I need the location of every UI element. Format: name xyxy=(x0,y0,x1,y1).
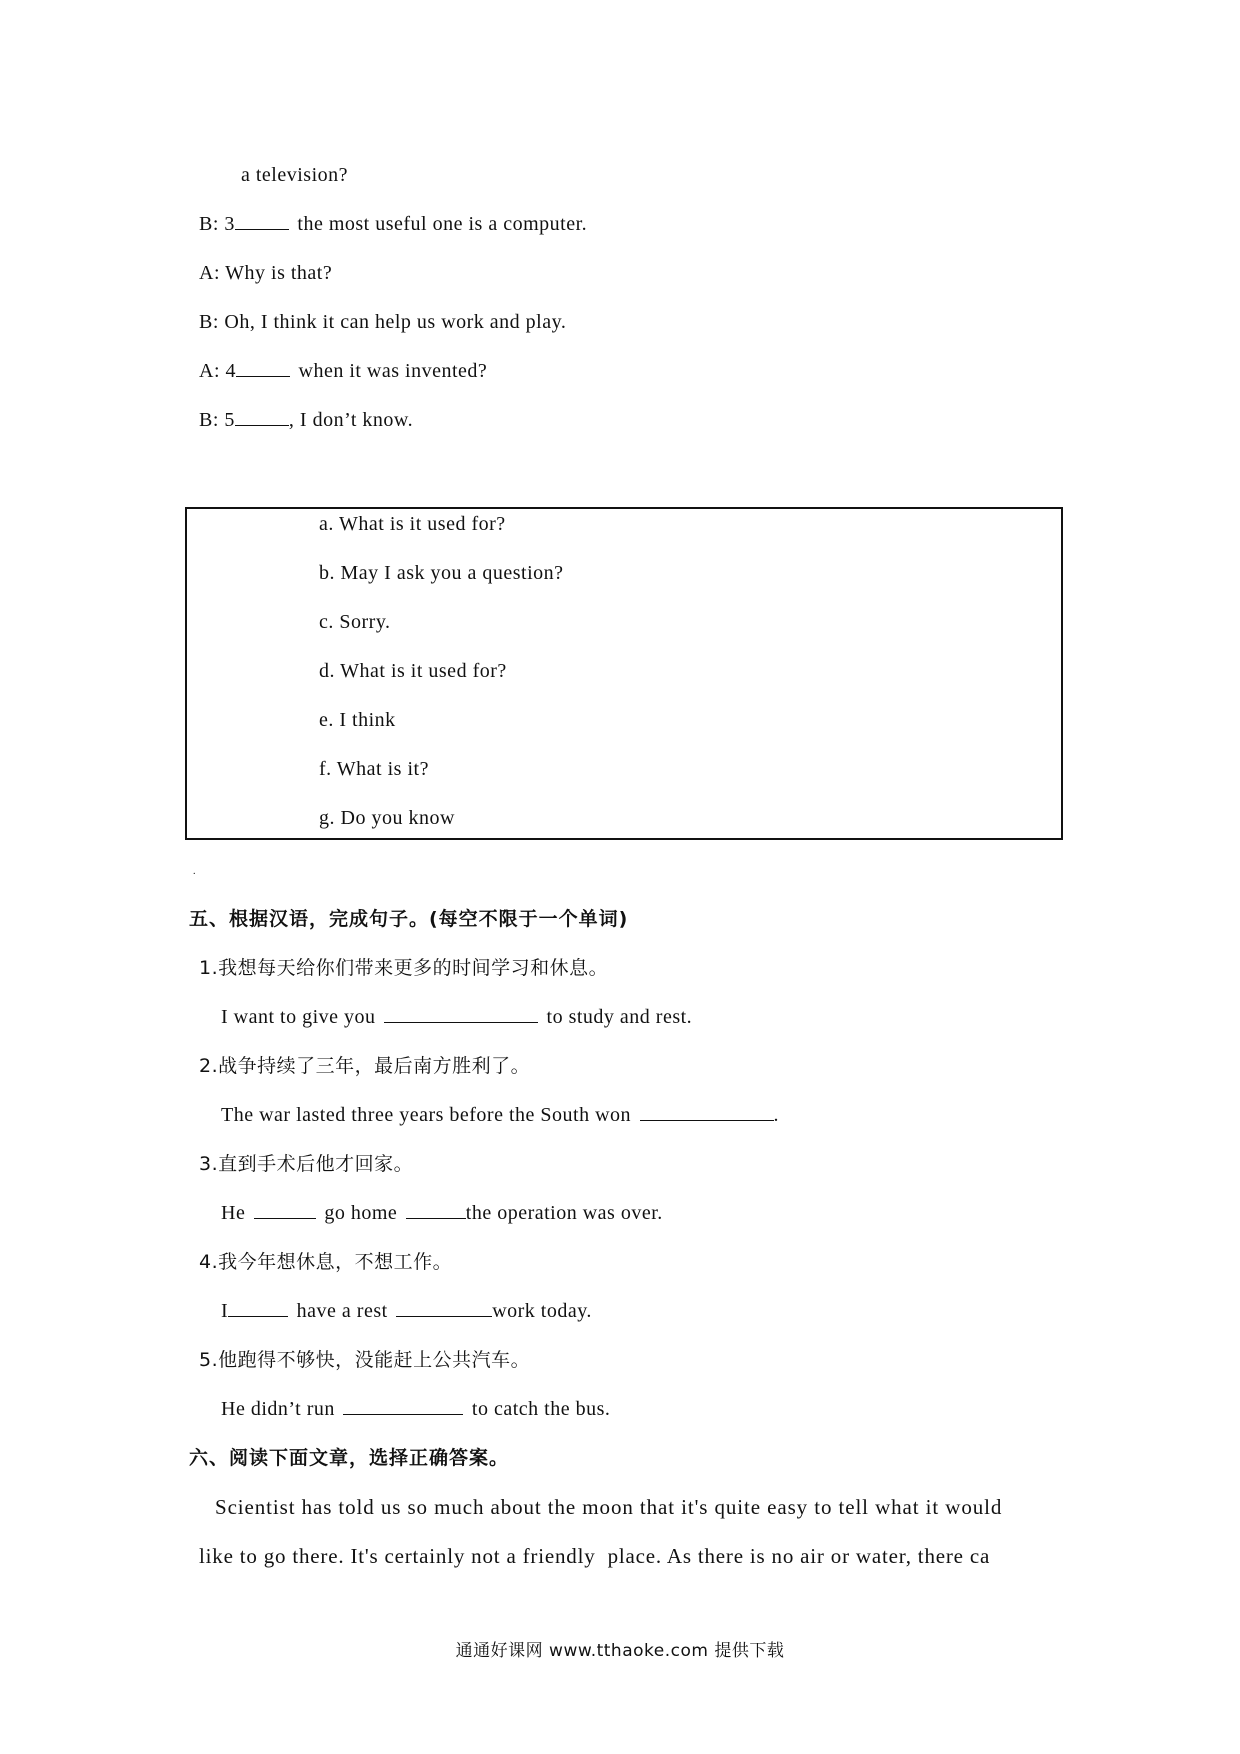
page-footer: 通通好课网 www.tthaoke.com 提供下载 xyxy=(455,1641,785,1661)
option-f: f. What is it? xyxy=(319,758,429,780)
s5-blank-3a[interactable] xyxy=(254,1200,316,1219)
option-d: d. What is it used for? xyxy=(319,660,507,682)
dialogue-line-3: A: Why is that? xyxy=(199,262,333,284)
option-a: a. What is it used for? xyxy=(319,513,506,535)
s5-item2-cn: 2.战争持续了三年，最后南方胜利了。 xyxy=(199,1055,531,1077)
dialogue-line-5: A: 4 when it was invented? xyxy=(199,360,488,382)
s5-item4-cn: 4.我今年想休息，不想工作。 xyxy=(199,1251,453,1273)
option-c: c. Sorry. xyxy=(319,611,391,633)
section5-title: 五、根据汉语，完成句子。(每空不限于一个单词) xyxy=(189,908,629,930)
s5-item1-cn: 1.我想每天给你们带来更多的时间学习和休息。 xyxy=(199,957,609,979)
dialogue-line-1: a television? xyxy=(241,164,349,186)
answer-blank-3[interactable] xyxy=(235,211,289,230)
s5-blank-4a[interactable] xyxy=(228,1298,288,1317)
s5-item3-en: He go home the operation was over. xyxy=(221,1202,663,1224)
section6-title: 六、阅读下面文章，选择正确答案。 xyxy=(189,1447,510,1469)
s5-item5-cn: 5.他跑得不够快，没能赶上公共汽车。 xyxy=(199,1349,531,1371)
s5-blank-5[interactable] xyxy=(343,1396,463,1415)
dialogue-line-4: B: Oh, I think it can help us work and play. xyxy=(199,311,567,333)
option-g: g. Do you know xyxy=(319,807,455,829)
s5-blank-4b[interactable] xyxy=(396,1298,492,1317)
s5-item2-en: The war lasted three years before the South won . xyxy=(221,1104,780,1126)
s5-blank-2[interactable] xyxy=(640,1102,774,1121)
s6-paragraph-line1: Scientist has told us so much about the moon that it's quite easy to tell what it would xyxy=(215,1495,1003,1519)
option-b: b. May I ask you a question? xyxy=(319,562,564,584)
s5-item1-en: I want to give you to study and rest. xyxy=(221,1006,693,1028)
s5-blank-3b[interactable] xyxy=(406,1200,466,1219)
option-e: e. I think xyxy=(319,709,396,731)
s5-item5-en: He didn’t run to catch the bus. xyxy=(221,1398,611,1420)
answer-blank-4[interactable] xyxy=(236,358,290,377)
dialogue-line-6: B: 5 , I don’t know. xyxy=(199,409,414,431)
s5-item3-cn: 3.直到手术后他才回家。 xyxy=(199,1153,414,1175)
options-box xyxy=(185,507,1063,840)
dialogue-line-2: B: 3 the most useful one is a computer. xyxy=(199,213,588,235)
answer-blank-5[interactable] xyxy=(235,407,289,426)
s6-paragraph-line2: like to go there. It's certainly not a friendly place. As there is no air or water, there ca xyxy=(199,1544,991,1568)
s5-item4-en: I have a rest work today. xyxy=(221,1300,592,1322)
s5-blank-1[interactable] xyxy=(384,1004,538,1023)
stray-dot: . xyxy=(193,866,196,877)
